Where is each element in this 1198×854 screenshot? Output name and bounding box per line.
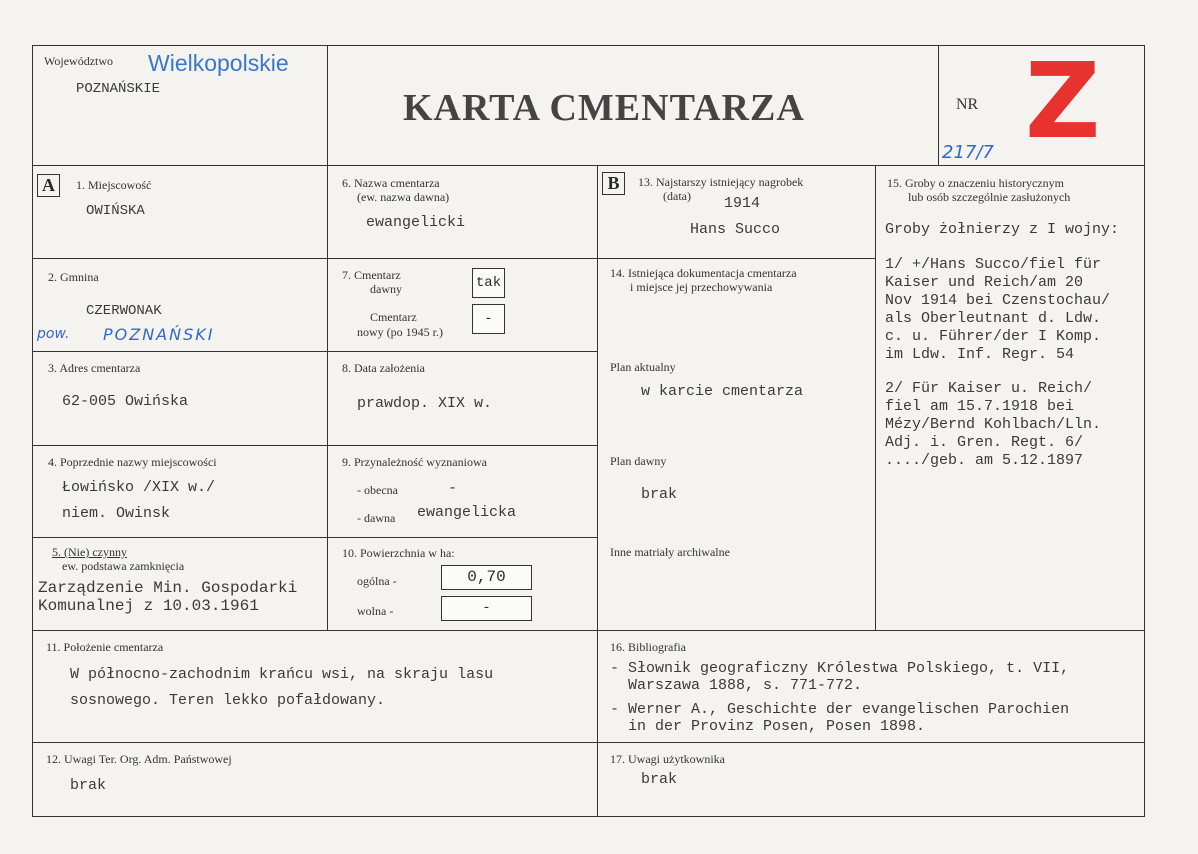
f16-line-0: - Słownik geograficzny Królestwa Polskiego, t. VII, — [610, 660, 1070, 677]
row-sep-3 — [32, 445, 597, 446]
f15-line-7: 2/ Für Kaiser u. Reich/ — [885, 380, 1093, 397]
page-title: KARTA CMENTARZA — [403, 87, 805, 129]
f15-line-10: Adj. i. Gren. Regt. 6/ — [885, 434, 1084, 451]
f11-line1: W północno-zachodnim krańcu wsi, na skraju lasu — [70, 666, 494, 683]
f5-line2: Komunalnej z 10.03.1961 — [38, 597, 259, 615]
row-sep-b1 — [597, 258, 875, 259]
wojewodztwo-stamp: Wielkopolskie — [148, 50, 289, 76]
f15-line-6: im Ldw. Inf. Regr. 54 — [885, 346, 1075, 363]
f11-line2: sosnowego. Teren lekko pofałdowany. — [70, 692, 386, 709]
f4-label: 4. Poprzednie nazwy miejscowości — [48, 455, 217, 469]
f10-ogolna-label: ogólna - — [357, 574, 397, 588]
f14-label1: 14. Istniejąca dokumentacja cmentarza — [610, 266, 797, 280]
f7-label1: 7. Cmentarz — [342, 268, 401, 282]
f9-dawna-label: - dawna — [357, 511, 396, 525]
f10-wolna-box: - — [441, 596, 532, 621]
f6-label1: 6. Nazwa cmentarza — [342, 176, 440, 190]
row-sep-1 — [32, 258, 597, 259]
wojewodztwo-value: POZNAŃSKIE — [76, 81, 161, 97]
f9-label: 9. Przynależność wyznaniowa — [342, 455, 487, 469]
nr-value: Z — [1025, 40, 1101, 162]
f17-value: brak — [641, 771, 678, 788]
f12-value: brak — [70, 777, 107, 794]
section-b-letter: B — [602, 172, 625, 195]
header-divider — [32, 165, 1145, 166]
f10-ogolna-box: 0,70 — [441, 565, 532, 590]
f6-label2: (ew. nazwa dawna) — [357, 190, 450, 204]
f14-inne-label: Inne matriały archiwalne — [610, 545, 730, 559]
f9-obecna-value: - — [448, 480, 458, 497]
f5-label1: 5. (Nie) czynny — [52, 545, 127, 559]
f15-label2: lub osób szczególnie zasłużonych — [908, 190, 1071, 204]
f13-label2: (data) — [663, 189, 691, 203]
f5-label2: ew. podstawa zamknięcia — [62, 559, 185, 573]
f1-value: OWIŃSKA — [86, 203, 145, 219]
f16-line-2: - Werner A., Geschichte der evangelischen Parochien — [610, 701, 1070, 718]
f9-obecna-label: - obecna — [357, 483, 398, 497]
f15-line-9: Mézy/Bernd Kohlbach/Lln. — [885, 416, 1102, 433]
header-sep-1 — [327, 45, 328, 165]
f8-label: 8. Data założenia — [342, 361, 425, 375]
f15-line-11: ..../geb. am 5.12.1897 — [885, 452, 1084, 469]
f4-line2: niem. Owinsk — [62, 505, 171, 522]
f17-label: 17. Uwagi użytkownika — [610, 752, 725, 766]
f7-nowy-box: - — [472, 304, 505, 334]
f13-name: Hans Succo — [690, 221, 781, 238]
f10-wolna-label: wolna - — [357, 604, 394, 618]
f15-line-3: Nov 1914 bei Czenstochau/ — [885, 292, 1111, 309]
row-sep-4 — [32, 537, 597, 538]
f14-plan-aktualny-label: Plan aktualny — [610, 360, 676, 374]
f1-label: 1. Miejscowość — [76, 178, 152, 192]
f16-label: 16. Bibliografia — [610, 640, 686, 654]
f13-label1: 13. Najstarszy istniejący nagrobek — [638, 175, 804, 189]
section-a-letter: A — [37, 174, 60, 197]
f3-value: 62-005 Owińska — [62, 393, 189, 410]
f16-line-3: in der Provinz Posen, Posen 1898. — [610, 718, 926, 735]
f15-label1: 15. Groby o znaczeniu historycznym — [887, 176, 1064, 190]
f6-value: ewangelicki — [366, 214, 466, 231]
col-sep-1 — [327, 165, 328, 630]
f7-label2: dawny — [370, 282, 402, 296]
f15-line-5: c. u. Führer/der I Komp. — [885, 328, 1102, 345]
f2-value: CZERWONAK — [86, 303, 162, 319]
f3-label: 3. Adres cmentarza — [48, 361, 141, 375]
f2-handwritten: POZNAŃSKI — [103, 325, 215, 344]
f7-label4: nowy (po 1945 r.) — [357, 325, 443, 339]
f14-plan-dawny-label: Plan dawny — [610, 454, 667, 468]
f11-label: 11. Położenie cmentarza — [46, 640, 164, 654]
row-sep-5 — [32, 630, 1145, 631]
header-sep-2 — [938, 45, 939, 165]
f14-plan-aktualny-value: w karcie cmentarza — [641, 383, 804, 400]
f12-label: 12. Uwagi Ter. Org. Adm. Państwowej — [46, 752, 232, 766]
nr-handwritten: 217/7 — [942, 142, 994, 163]
f15-line-8: fiel am 15.7.1918 bei — [885, 398, 1075, 415]
col-sep-2 — [597, 165, 598, 817]
f8-value: prawdop. XIX w. — [357, 395, 493, 412]
f14-label2: i miejsce jej przechowywania — [630, 280, 773, 294]
f15-line-4: als Oberleutnant d. Ldw. — [885, 310, 1102, 327]
f16-line-1: Warszawa 1888, s. 771-772. — [610, 677, 863, 694]
f13-date: 1914 — [724, 195, 761, 212]
row-sep-2 — [32, 351, 597, 352]
f10-label: 10. Powierzchnia w ha: — [342, 546, 455, 560]
f5-line1: Zarządzenie Min. Gospodarki — [38, 579, 298, 597]
f2-label: 2. Gmnina — [48, 270, 99, 284]
f4-line1: Łowińsko /XIX w./ — [62, 479, 216, 496]
f7-label3: Cmentarz — [370, 310, 417, 324]
col-sep-3 — [875, 165, 876, 630]
row-sep-6 — [32, 742, 1145, 743]
f2-handwritten-prefix: pow. — [37, 326, 70, 342]
wojewodztwo-label: Województwo — [44, 54, 114, 68]
f15-line-2: Kaiser und Reich/am 20 — [885, 274, 1084, 291]
f9-dawna-value: ewangelicka — [417, 504, 517, 521]
nr-label: NR — [956, 96, 979, 113]
f14-plan-dawny-value: brak — [641, 486, 678, 503]
f15-line-1: 1/ +/Hans Succo/fiel für — [885, 256, 1102, 273]
f15-line-0: Groby żołnierzy z I wojny: — [885, 221, 1120, 238]
f7-dawny-box: tak — [472, 268, 505, 298]
